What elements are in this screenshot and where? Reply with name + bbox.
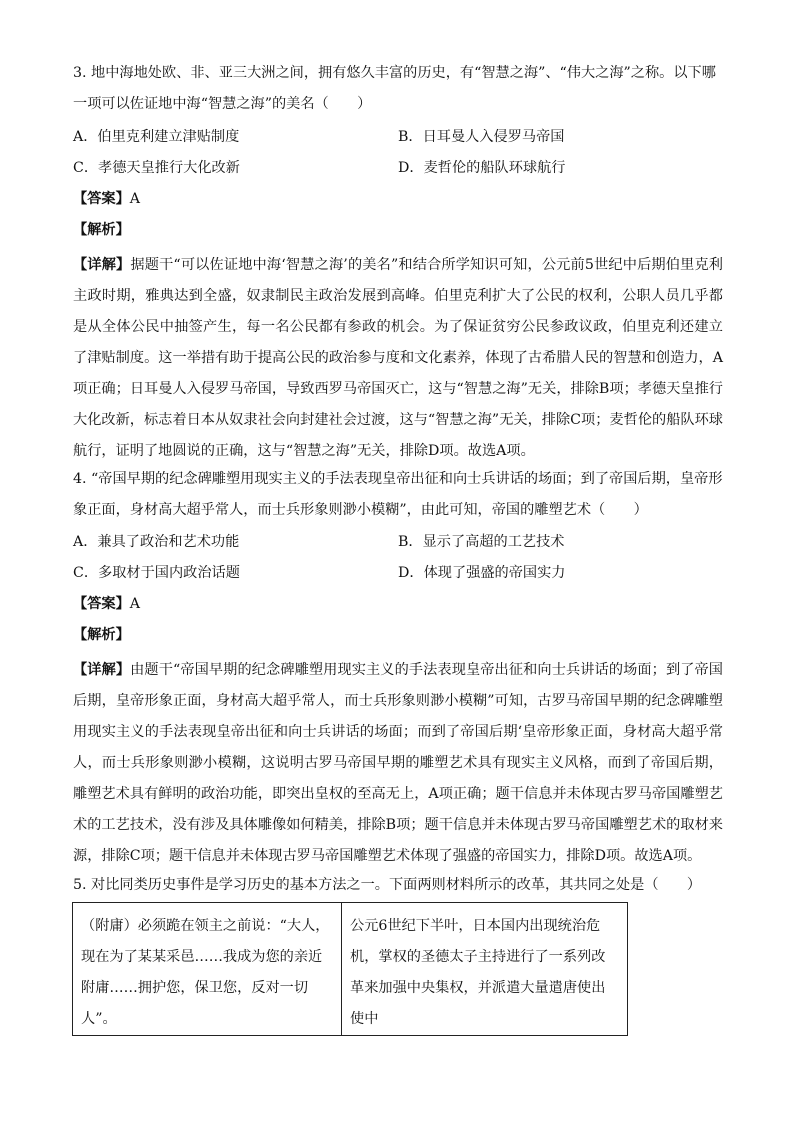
q3-stem-line1: 3. 地中海地处欧、非、亚三大洲之间，拥有悠久丰富的历史，有“智慧之海”、“伟大之海”之称。以下哪 [73, 65, 716, 81]
q3-detail [73, 250, 723, 467]
q5-stem: 5. 对比同类历史事件是学习历史的基本方法之一。下面两则材料所示的改革，其共同之处是（ ） [73, 877, 702, 893]
analysis-tag: 【解析】 [73, 222, 130, 238]
q3-detail-text: 据题干“可以佐证地中海‘智慧之海’的美名”和结合所学知识可知，公元前5世纪中后期伯里克利主政时期，雅典达到全盛，奴隶制民主政治发展到高峰。伯里克利扩大了公民的权利，公职人员几乎都是从全体公民中抽签产生，每一名公民都有参政的机会。为了保证贫穷公民参政议政，伯里克利还建立了津贴制度。这一举措有助于提高公民的政治参与度和文化素养，体现了古希腊人民的智慧和创造力，A项正确；日耳曼人入侵罗马帝国，导致西罗马帝国灭亡，这与“智慧之海”无关，排除B项；孝德天皇推行大化改新，标志着日本从奴隶社会向封建社会过渡，这与“智慧之海”无关，排除C项；麦哲伦的船队环球航行，证明了地圆说的正确，这与“智慧之海”无关，排除D项。故选A项。 [73, 257, 723, 459]
q3-analysis-tag [73, 219, 130, 239]
q4-analysis-tag [73, 624, 130, 644]
q4-option-c: C．多取材于国内政治话题 [73, 565, 240, 581]
q4-stem-line2: 象正面，身材高大超乎常人，而士兵形象则渺小模糊”，由此可知，帝国的雕塑艺术（ ） [73, 502, 648, 518]
q3-option-a: A．伯里克利建立津贴制度 [73, 129, 240, 145]
q3-option-b: B．日耳曼人入侵罗马帝国 [398, 129, 565, 145]
q4-detail [73, 655, 723, 872]
q3-answer-value: A [129, 191, 141, 207]
table-row [73, 903, 628, 1036]
q4-detail-text: 由题干“帝国早期的纪念碑雕塑用现实主义的手法表现皇帝出征和向士兵讲话的场面；到了帝国后期，皇帝形象正面，身材高大超乎常人，而士兵形象则渺小模糊”可知，古罗马帝国早期的纪念碑雕塑用现实主义的手法表现皇帝出征和向士兵讲话的场面；而到了帝国后期‘皇帝形象正面，身材高大超乎常人，而士兵形象则渺小模糊，这说明古罗马帝国早期的雕塑艺术具有现实主义风格，而到了帝国后期，雕塑艺术具有鲜明的政治功能，即突出皇权的至高无上，A项正确；题干信息并未体现古罗马帝国雕塑艺术的工艺技术，没有涉及具体雕像如何精美，排除B项；题干信息并未体现古罗马帝国雕塑艺术的取材来源，排除C项；题干信息并未体现古罗马帝国雕塑艺术体现了强盛的帝国实力，排除D项。故选A项。 [73, 662, 723, 864]
q3-option-d: D．麦哲伦的船队环球航行 [398, 160, 566, 176]
q4-answer-value: A [129, 596, 141, 612]
q5-material-right: 公元6世纪下半叶，日本国内出现统治危机，掌权的圣德太子主持进行了一系列改革来加强中央集权，并派遣大量遣唐使出使中 [342, 903, 628, 1036]
detail-tag: 【详解】 [73, 257, 131, 273]
q4-option-b: B．显示了高超的工艺技术 [398, 534, 565, 550]
answer-tag: 【答案】 [73, 191, 130, 207]
answer-tag: 【答案】 [73, 596, 130, 612]
q3-answer [73, 188, 140, 208]
q5-material-left: （附庸）必须跪在领主之前说：“大人，现在为了某某采邑……我成为您的亲近附庸……拥护您，保卫您，反对一切人”。 [73, 903, 342, 1036]
q3-stem-line2: 一项可以佐证地中海“智慧之海”的美名（ ） [73, 96, 372, 112]
q4-stem-line1: 4. “帝国早期的纪念碑雕塑用现实主义的手法表现皇帝出征和向士兵讲话的场面；到了帝国后期，皇帝形 [73, 471, 723, 487]
q4-option-a: A．兼具了政治和艺术功能 [73, 534, 240, 550]
q5-material-table [72, 902, 628, 1036]
q3-option-c: C．孝德天皇推行大化改新 [73, 160, 240, 176]
q4-answer [73, 593, 140, 613]
detail-tag: 【详解】 [73, 662, 131, 678]
analysis-tag: 【解析】 [73, 627, 130, 643]
q4-option-d: D．体现了强盛的帝国实力 [398, 565, 566, 581]
